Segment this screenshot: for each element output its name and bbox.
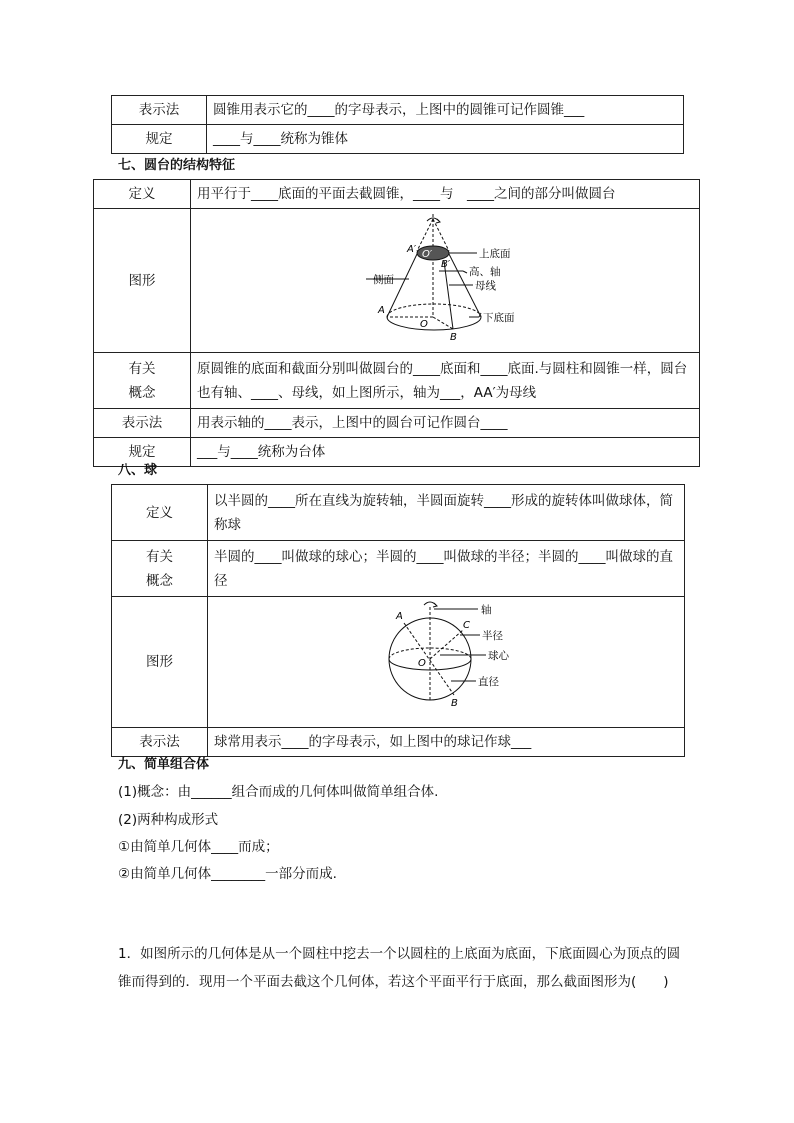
row-content: ____与____统称为锥体 <box>207 125 684 154</box>
sphere-table <box>111 484 685 757</box>
cone-table <box>111 95 684 154</box>
row-content: 用平行于____底面的平面去截圆锥，____与 ____之间的部分叫做圆台 <box>191 180 700 209</box>
label-a: A <box>378 305 385 316</box>
composite-forms: (2)两种构成形式 <box>118 812 219 828</box>
concept-label-line2: 概念 <box>128 384 156 401</box>
label-lateral-surface: 侧面 <box>373 274 394 286</box>
concept-label-line1: 有关 <box>128 360 156 377</box>
row-content: 以半圆的____所在直线为旋转轴，半圆面旋转____形成的旋转体叫做球体，简称球 <box>208 485 685 541</box>
label-a: A <box>396 611 403 622</box>
concept-label-line2: 概念 <box>146 572 173 589</box>
label-bottom-base: 下底面 <box>483 312 515 324</box>
label-b: B <box>450 332 457 343</box>
row-content: ___与____统称为台体 <box>191 438 700 467</box>
row-content: 球常用表示____的字母表示，如上图中的球记作球___ <box>208 728 685 757</box>
composite-form-2: ②由简单几何体________一部分而成. <box>118 866 337 882</box>
label-diameter: 直径 <box>478 676 499 688</box>
label-radius: 半径 <box>482 630 503 642</box>
row-label: 定义 <box>112 485 208 541</box>
frustum-figure-cell <box>191 209 700 353</box>
row-label <box>112 541 208 597</box>
label-o-prime: O′ <box>422 249 433 260</box>
question-1: 1．如图所示的几何体是从一个圆柱中挖去一个以圆柱的上底面为底面，下底面圆心为顶点的圆锥而得到的．现用一个平面去截这个几何体，若这个平面平行于底面，那么截面图形为( ) <box>118 946 681 990</box>
row-label: 表示法 <box>112 728 208 757</box>
label-a-prime: A′ <box>407 244 417 255</box>
row-content: 原圆锥的底面和截面分别叫做圆台的____底面和____底面.与圆柱和圆锥一样，圆台也有轴、____、母线，如上图所示，轴为___，AA′为母线 <box>191 353 700 409</box>
row-label: 表示法 <box>94 409 191 438</box>
row-label: 表示法 <box>112 96 207 125</box>
row-content: 圆锥用表示它的____的字母表示，上图中的圆锥可记作圆锥___ <box>207 96 684 125</box>
label-generatrix: 母线 <box>475 280 496 292</box>
label-top-base: 上底面 <box>479 248 511 260</box>
label-b-prime: B′ <box>441 259 451 270</box>
sphere-figure-cell <box>208 597 685 728</box>
label-axis: 高、轴 <box>469 266 501 278</box>
frustum-figure <box>191 209 696 344</box>
row-label: 图形 <box>94 209 191 353</box>
label-o: O <box>420 319 428 330</box>
section-9-title: 九、简单组合体 <box>118 757 210 772</box>
row-label: 定义 <box>94 180 191 209</box>
composite-form-1: ①由简单几何体____而成； <box>118 839 279 855</box>
row-label <box>94 353 191 409</box>
row-content: 半圆的____叫做球的球心；半圆的____叫做球的半径；半圆的____叫做球的直径 <box>208 541 685 597</box>
label-axis: 轴 <box>481 604 492 616</box>
row-label: 图形 <box>112 597 208 728</box>
label-center: 球心 <box>488 650 509 662</box>
section-7-title: 七、圆台的结构特征 <box>118 158 236 173</box>
label-o: O <box>418 658 426 669</box>
sphere-figure <box>208 597 684 719</box>
row-label: 规定 <box>94 438 191 467</box>
composite-concept: (1)概念：由______组合而成的几何体叫做简单组合体. <box>118 784 439 800</box>
label-c: C <box>463 620 470 631</box>
row-label: 规定 <box>112 125 207 154</box>
row-content: 用表示轴的____表示，上图中的圆台可记作圆台____ <box>191 409 700 438</box>
concept-label-line1: 有关 <box>146 548 173 565</box>
label-b: B <box>451 698 458 709</box>
frustum-table <box>93 179 700 467</box>
section-8-title: 八、球 <box>118 463 158 478</box>
